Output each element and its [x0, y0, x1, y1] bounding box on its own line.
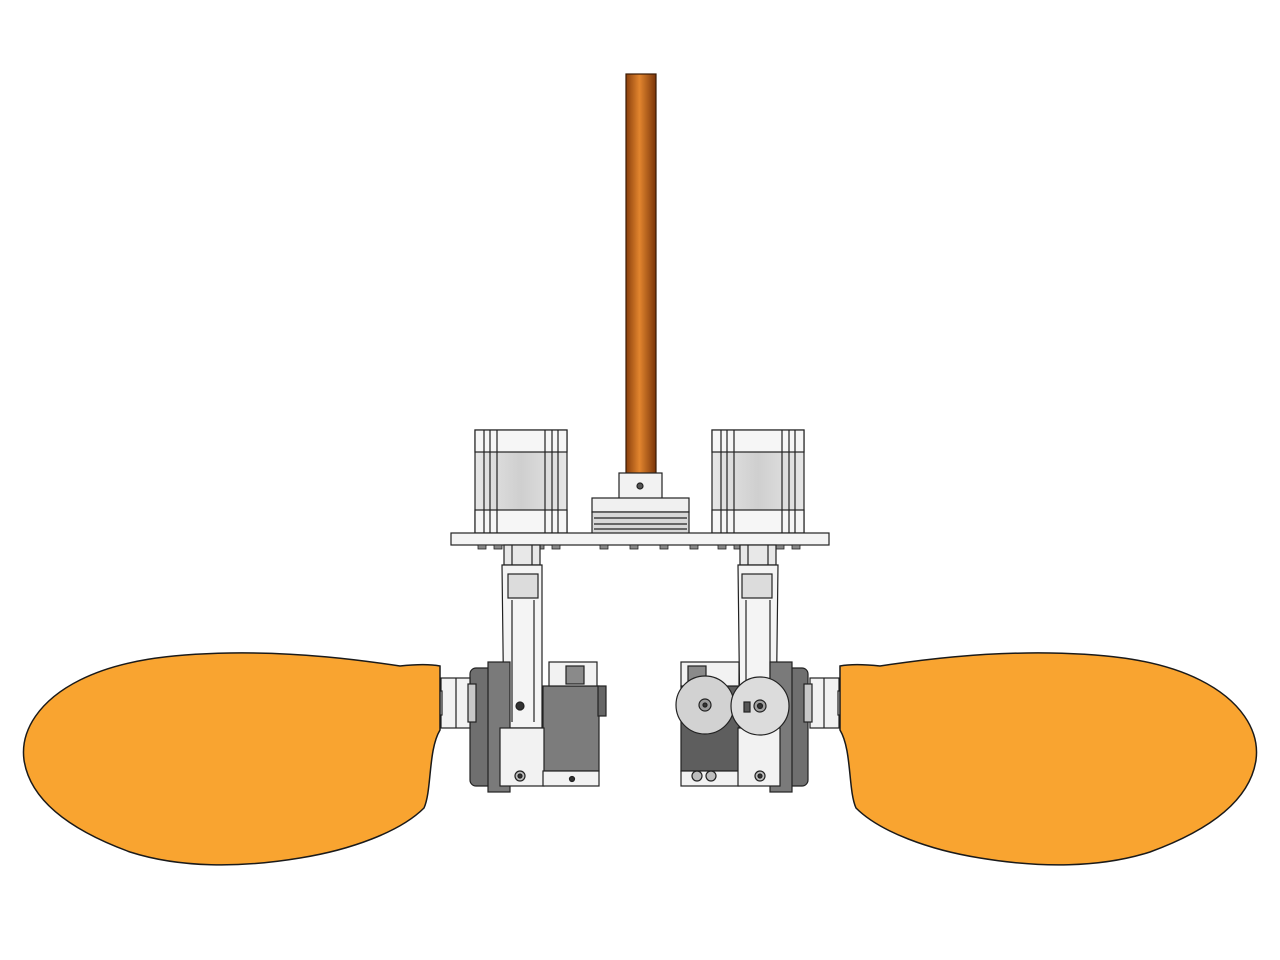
rod-collar: [592, 473, 689, 534]
left-wing: [23, 653, 440, 865]
right-wing: [840, 653, 1257, 865]
right-stepper-motor: [712, 430, 804, 533]
vertical-rod: [626, 74, 656, 476]
pulley-right: [731, 677, 789, 735]
pulley-left: [676, 676, 734, 734]
left-stepper-motor: [475, 430, 567, 533]
